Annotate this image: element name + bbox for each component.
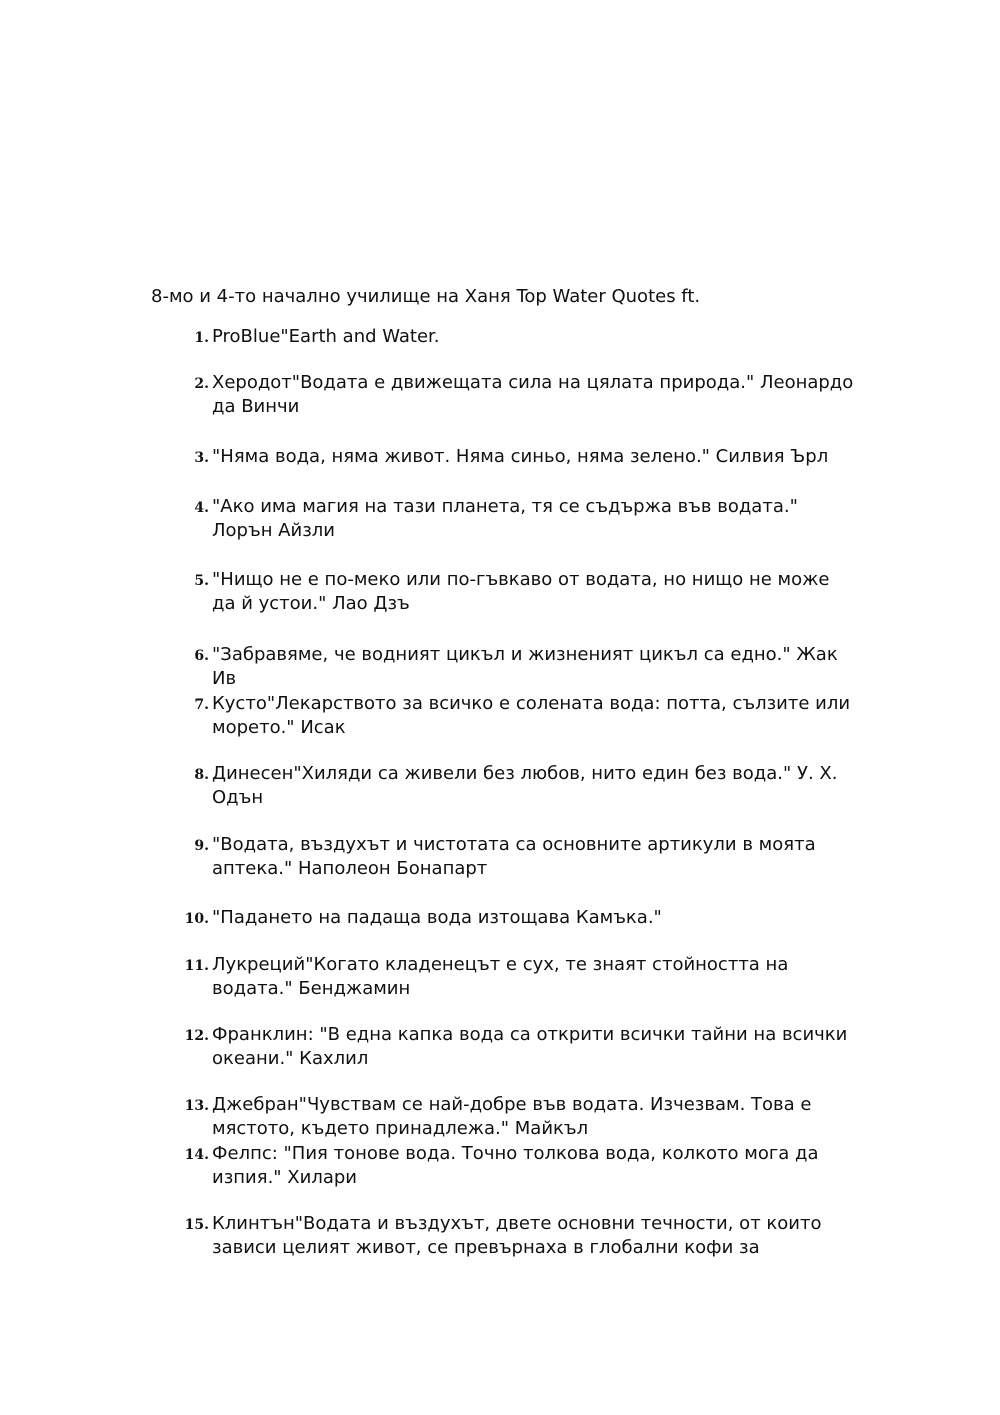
item-text: Джебран"Чувствам се най-добре във водата. Изчезвам. Това е мястото, където принадлежа." Майкъл [212,1094,812,1139]
item-number: 8. [194,767,209,783]
item-number: 5. [194,573,209,589]
item-text: "Няма вода, няма живот. Няма синьо, няма зелено." Силвия Ърл [212,446,829,467]
item-text: Кусто"Лекарството за всичко е солената вода: потта, сълзите или морето." Исак [212,693,851,738]
item-number: 9. [194,838,209,854]
item-number: 7. [194,697,209,713]
item-number: 3. [194,450,209,466]
item-text: "Забравяме, че водният цикъл и жизненият цикъл са едно." Жак Ив [212,644,838,689]
item-number: 12. [184,1028,209,1044]
item-text: Франклин: "В една капка вода са открити всички тайни на всички океани." Кахлил [212,1024,848,1069]
item-text: Херодот"Водата е движещата сила на цялата природа." Леонардо да Винчи [212,372,854,417]
item-number: 11. [184,958,209,974]
document-title: 8-мо и 4-то начално училище на Ханя Top Water Quotes ft. [151,286,701,307]
item-text: "Падането на падаща вода изтощава Камъка." [212,907,662,928]
item-text: Лукреций"Когато кладенецът е сух, те знаят стойността на водата." Бенджамин [212,954,789,999]
item-number: 13. [184,1098,209,1114]
item-number: 6. [194,648,209,664]
item-text: "Нищо не е по-меко или по-гъвкаво от водата, но нищо не може да й устои." Лао Дзъ [212,569,830,614]
item-text: ProBlue"Earth and Water. [212,326,440,347]
item-number: 15. [184,1217,209,1233]
item-number: 4. [194,500,209,516]
item-text: "Ако има магия на тази планета, тя се съдържа във водата." Лорън Айзли [212,496,798,541]
item-text: Динесен"Хиляди са живели без любов, нито един без вода." У. Х. Одън [212,763,838,808]
item-text: "Водата, въздухът и чистотата са основните артикули в моята аптека." Наполеон Бонапарт [212,834,816,879]
item-number: 14. [184,1147,209,1163]
item-number: 1. [194,330,209,346]
item-text: Фелпс: "Пия тонове вода. Точно толкова вода, колкото мога да изпия." Хилари [212,1143,819,1188]
item-text: Клинтън"Водата и въздухът, двете основни течности, от които зависи целият живот, се превърнаха в глобални кофи за [212,1213,822,1258]
item-number: 2. [194,376,209,392]
item-number: 10. [184,911,209,927]
